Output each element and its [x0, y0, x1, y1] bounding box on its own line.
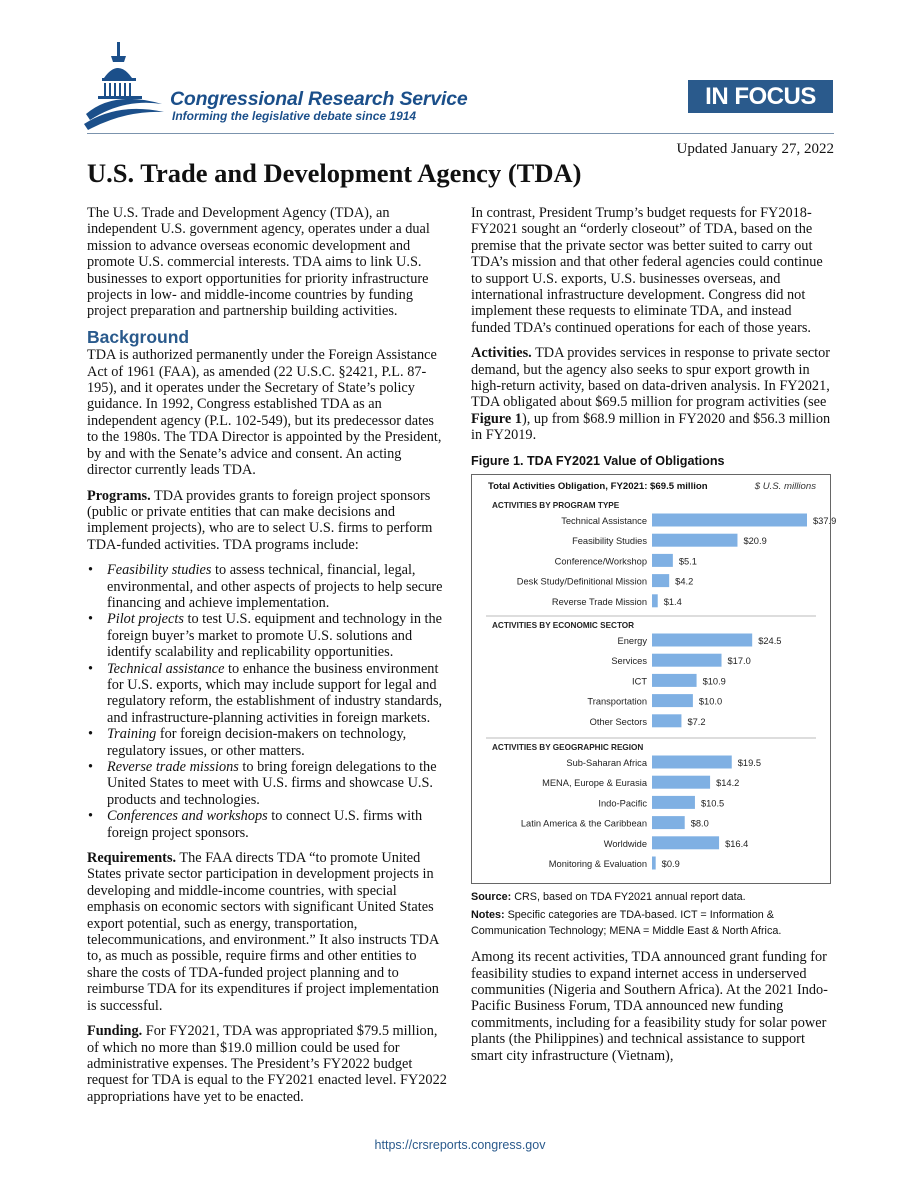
figure-title: Figure 1. TDA FY2021 Value of Obligations	[471, 453, 725, 468]
program-desc: to assess technical, financial, legal, environmental, and other aspects of projects to help secure financing and achieve implementation.	[107, 562, 443, 611]
updated-date: Updated January 27, 2022	[676, 141, 834, 157]
program-desc: for foreign decision-makers on technology, regulatory issues, or other matters.	[107, 726, 407, 759]
data-label: $14.2	[716, 778, 740, 789]
bar	[652, 674, 697, 687]
category-label: Sub-Saharan Africa	[566, 758, 647, 769]
list-item	[107, 661, 447, 727]
figure-notes	[471, 907, 833, 939]
funding-text: For FY2021, TDA was appropriated $79.5 million, of which no more than $19.0 million could be used for administrative expenses. The President’s FY2022 budget request for TDA is equal to the FY2021 enacted level. FY2022 appropriations have yet to be enacted.	[87, 1023, 447, 1105]
bar	[652, 634, 752, 647]
data-label: $5.1	[678, 556, 697, 567]
data-label: $10.0	[698, 696, 723, 707]
programs-label: Programs.	[87, 487, 151, 504]
list-item	[107, 726, 447, 759]
bar	[652, 857, 656, 870]
obligations-bar-chart	[472, 475, 837, 883]
requirements-paragraph	[87, 850, 447, 1014]
chart-title: Total Activities Obligation, FY2021: $69.5 million	[488, 481, 708, 493]
bar	[652, 776, 710, 789]
category-label: Technical Assistance	[561, 516, 647, 527]
program-term: Technical assistance	[107, 660, 225, 677]
figure-reference-link[interactable]: Figure 1	[471, 410, 522, 427]
source-label: Source:	[471, 891, 512, 904]
category-label: Indo-Pacific	[598, 798, 647, 809]
data-label: $1.4	[663, 596, 682, 607]
list-item	[107, 759, 447, 808]
page-title: U.S. Trade and Development Agency (TDA)	[87, 158, 582, 188]
bar	[652, 534, 737, 547]
header-divider	[87, 133, 834, 134]
left-column	[87, 205, 447, 1114]
bar	[652, 714, 681, 727]
category-label: Transportation	[587, 696, 647, 707]
activities-text-b: ), up from $68.9 million in FY2020 and $56.3 million in FY2019.	[471, 410, 831, 444]
bar	[652, 836, 719, 849]
requirements-text: The FAA directs TDA “to promote United States private sector participation in development projects in developing and middle-income countries, with special emphasis on economic sectors with significant United States export potential, such as energy, transportation, telecommunications, and environment.” It also instructs TDA to, as much as possible, require firms and other entities to share the costs of TDA-funded project planning and to reimburse TDA for its expenditures if project implementation is successful.	[87, 850, 439, 1014]
category-label: MENA, Europe & Eurasia	[542, 778, 647, 789]
bar	[652, 816, 685, 829]
bar	[652, 694, 693, 707]
program-desc: to connect U.S. firms with foreign project sponsors.	[107, 808, 423, 841]
bar	[652, 594, 658, 607]
funding-label: Funding.	[87, 1023, 143, 1040]
program-desc: to test U.S. equipment and technology in the foreign buyer’s market to promote U.S. solutions and identify scalability and replicability opportunities.	[107, 611, 443, 661]
funding-paragraph	[87, 1023, 447, 1105]
programs-text: TDA provides grants to foreign project sponsors (public or private entities that can make decisions and implement projects), who are to select U.S. firms to perform TDA-funded activities. TDA programs include:	[87, 487, 433, 553]
program-term: Pilot projects	[107, 611, 184, 628]
bar	[652, 654, 722, 667]
program-term: Training	[107, 726, 157, 743]
group-heading: ACTIVITIES BY ECONOMIC SECTOR	[492, 621, 635, 631]
notes-label: Notes:	[471, 909, 505, 922]
data-label: $20.9	[743, 536, 767, 547]
program-desc: to bring foreign delegations to the United States to meet with U.S. firms and showcase U.S. products and technologies.	[107, 759, 437, 808]
background-heading: Background	[87, 326, 190, 347]
program-term: Reverse trade missions	[107, 759, 239, 775]
category-label: Worldwide	[603, 838, 647, 849]
data-label: $0.9	[661, 859, 680, 870]
category-label: Conference/Workshop	[554, 556, 647, 567]
data-label: $24.5	[758, 636, 782, 647]
bar	[652, 756, 732, 769]
bar	[652, 514, 807, 527]
bar	[652, 796, 695, 809]
footer-url-link[interactable]: https://crsreports.congress.gov	[374, 1138, 546, 1152]
requirements-label: Requirements.	[87, 850, 177, 867]
group-heading: ACTIVITIES BY PROGRAM TYPE	[492, 501, 620, 511]
data-label: $37.9	[813, 516, 837, 527]
category-label: Other Sectors	[589, 716, 647, 727]
data-label: $19.5	[737, 758, 762, 769]
programs-list	[87, 562, 447, 841]
notes-text: Specific categories are TDA-based. ICT = Information & Communication Technology; MENA = Middle East & North Africa.	[471, 909, 782, 938]
figure-box	[471, 474, 837, 884]
bar	[652, 574, 669, 587]
activities-label: Activities.	[471, 345, 532, 362]
category-label: Energy	[617, 636, 647, 647]
category-label: Latin America & the Caribbean	[520, 818, 647, 829]
intro-paragraph: The U.S. Trade and Development Agency (TDA), an independent U.S. government agency, operates under a dual mission to advance overseas economic development and promote U.S. commercial interests. TDA aims to link U.S. businesses to export opportunities for priority infrastructure projects in low- and middle-income countries by funding project preparation and partnership building activities.	[87, 205, 430, 320]
chart-unit-label: $ U.S. millions	[754, 481, 816, 493]
programs-paragraph	[87, 488, 447, 554]
data-label: $10.9	[702, 676, 726, 687]
org-tagline: Informing the legislative debate since 1914	[172, 109, 417, 123]
in-focus-badge: IN FOCUS	[688, 80, 833, 113]
category-label: Reverse Trade Mission	[551, 596, 647, 607]
list-item	[107, 611, 447, 660]
program-term: Conferences and workshops	[107, 808, 268, 825]
crs-capitol-dome-logo	[84, 40, 166, 130]
background-paragraph: TDA is authorized permanently under the Foreign Assistance Act of 1961 (FAA), as amended (22 U.S.C. §2421, P.L. 87-195), and it operates under the Secretary of State’s policy guidance. In 1992, Congress established TDA as an independent agency (P.L. 102-549), but its predecessor dates to the 1980s. The TDA Director is appointed by the President, by and with the Senate’s advice and consent. An acting director currently leads TDA.	[87, 347, 442, 479]
data-label: $10.5	[700, 798, 725, 809]
right-column	[471, 205, 837, 1073]
data-label: $17.0	[727, 656, 751, 667]
program-desc: to enhance the business environment for U.S. exports, which may include support for legal and regulatory reform, the establishment of industry standards, and infrastructure-planning activities in foreign markets.	[107, 660, 443, 726]
program-term: Feasibility studies	[107, 562, 212, 579]
figure-source	[471, 889, 833, 905]
data-label: $7.2	[687, 716, 706, 727]
list-item	[107, 808, 447, 841]
org-name: Congressional Research Service	[170, 88, 468, 110]
data-label: $8.0	[690, 818, 709, 829]
category-label: Monitoring & Evaluation	[548, 859, 647, 870]
activities-text-a: TDA provides services in response to private sector demand, but the agency also seeks to spur export growth in high-return activity, based on data-driven analysis. In FY2021, TDA obligated about $69.5 million for program activities (see	[471, 345, 831, 411]
source-text: CRS, based on TDA FY2021 annual report data.	[511, 891, 746, 904]
bar	[652, 554, 673, 567]
category-label: Desk Study/Definitional Mission	[516, 576, 647, 587]
group-heading: ACTIVITIES BY GEOGRAPHIC REGION	[492, 743, 644, 753]
category-label: Feasibility Studies	[572, 536, 647, 547]
category-label: ICT	[632, 676, 647, 687]
category-label: Services	[611, 656, 647, 667]
activities-paragraph-2: Among its recent activities, TDA announced grant funding for feasibility studies to expand internet access in underserved communities (Nigeria and Southern Africa). At the 2021 Indo-Pacific Business Forum, TDA announced new funding commitments, including for a feasibility study for solar power plants (the Philippines) and technical assistance to support smart city infrastructure (Vietnam),	[471, 949, 828, 1064]
data-label: $4.2	[675, 576, 694, 587]
activities-paragraph	[471, 345, 833, 443]
data-label: $16.4	[725, 838, 749, 849]
funding-paragraph-2: In contrast, President Trump’s budget requests for FY2018-FY2021 sought an “orderly closeout” of TDA, based on the premise that the private sector was better suited to carry out TDA’s mission and that other federal agencies could continue to support U.S. exports, U.S. businesses overseas, and international infrastructure development. Congress did not implement these requests to eliminate TDA, and instead funded TDA’s continued operations for each of those years.	[471, 205, 823, 336]
list-item	[107, 562, 447, 611]
